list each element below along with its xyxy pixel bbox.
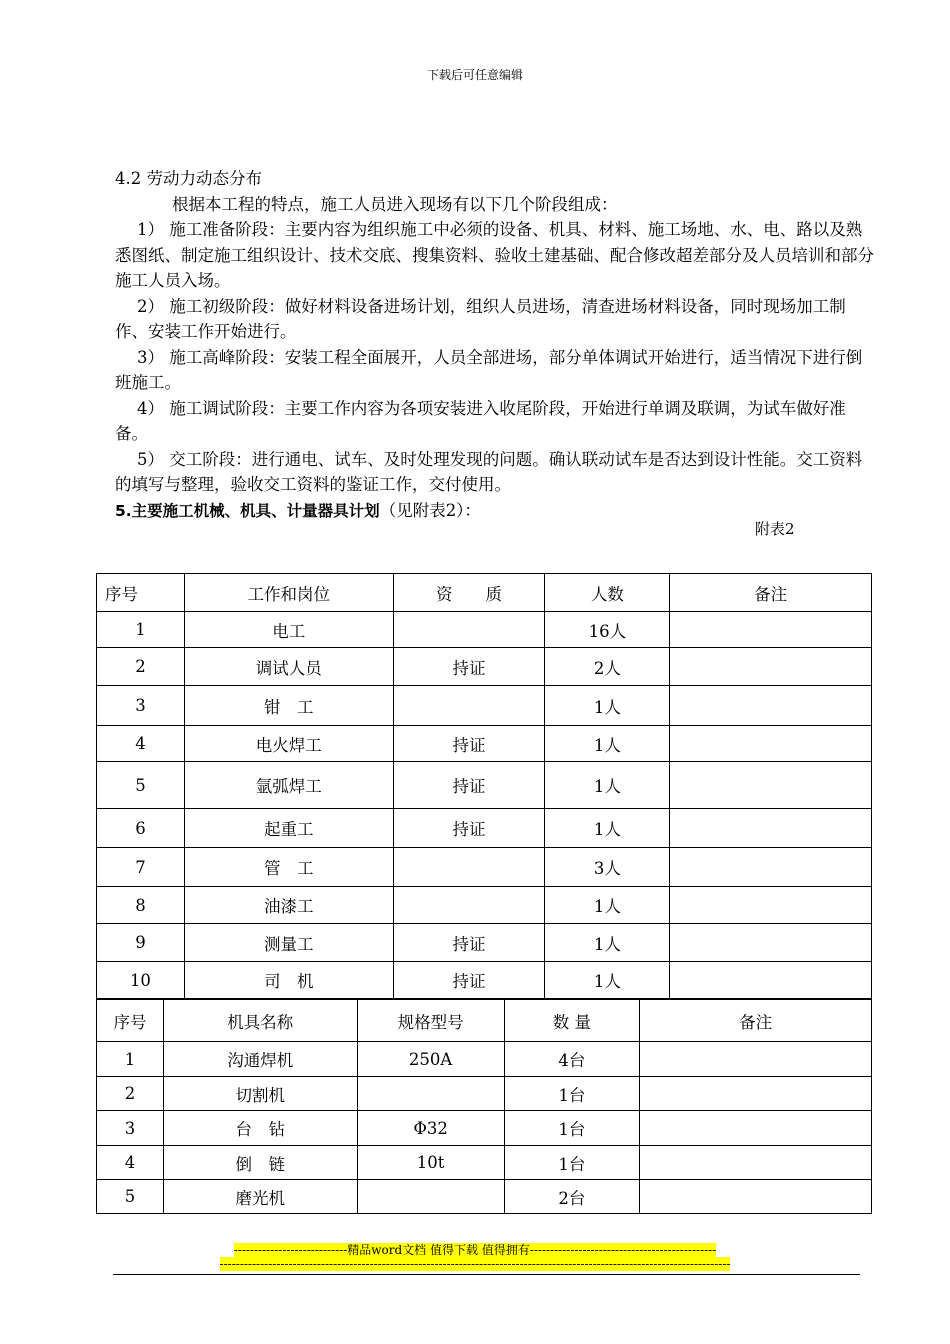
table-row — [97, 1042, 872, 1077]
table-cell: 5 — [97, 1180, 164, 1214]
table-row — [97, 612, 872, 648]
table-cell: 9 — [97, 924, 185, 962]
table-cell: 起重工 — [184, 809, 393, 848]
table-cell — [670, 848, 872, 887]
table-cell: Φ32 — [357, 1111, 504, 1146]
table-cell: 钳 工 — [184, 686, 393, 726]
table-cell — [670, 809, 872, 848]
section-4-2-intro: 根据本工程的特点，施工人员进入现场有以下几个阶段组成： — [172, 194, 618, 214]
table-cell: 5 — [97, 762, 185, 809]
table-cell: 持证 — [393, 726, 545, 762]
table-cell: 持证 — [393, 924, 545, 962]
table-cell: 油漆工 — [184, 887, 393, 924]
table-row — [97, 1077, 872, 1111]
table-cell — [640, 1077, 872, 1111]
table-row — [97, 762, 872, 809]
table-cell: 切割机 — [163, 1077, 357, 1111]
table-cell — [393, 686, 545, 726]
table-cell: 4台 — [504, 1042, 640, 1077]
table-cell — [357, 1180, 504, 1214]
table-cell: 16人 — [545, 612, 670, 648]
table-cell: 沟通焊机 — [163, 1042, 357, 1077]
table-cell: 3 — [97, 1111, 164, 1146]
table-cell: 3人 — [545, 848, 670, 887]
table-cell — [670, 924, 872, 962]
table-cell — [670, 686, 872, 726]
table-cell: 持证 — [393, 762, 545, 809]
table-cell — [670, 887, 872, 924]
table-cell: 管 工 — [184, 848, 393, 887]
footer-highlight-1: ----------------------------精品word文档 值得下载 值得拥有---------------------------------------------- — [233, 1243, 717, 1257]
labor-header-cell: 备注 — [670, 574, 872, 612]
footer-line-2 — [0, 1257, 950, 1271]
table-cell: 司 机 — [184, 962, 393, 999]
table-cell: 1台 — [504, 1077, 640, 1111]
table-cell: 氩弧焊工 — [184, 762, 393, 809]
table-row — [97, 962, 872, 999]
table-cell — [393, 848, 545, 887]
table-row — [97, 726, 872, 762]
table-row — [97, 648, 872, 686]
table-cell — [640, 1180, 872, 1214]
table-cell: 1 — [97, 1042, 164, 1077]
table-cell — [393, 887, 545, 924]
table-cell: 7 — [97, 848, 185, 887]
section-5-heading-bold: 5.主要施工机械、机具、计量器具计划 — [115, 501, 380, 520]
table-cell — [670, 648, 872, 686]
table-row — [97, 809, 872, 848]
table-cell: 2台 — [504, 1180, 640, 1214]
table-cell — [640, 1042, 872, 1077]
table-row — [97, 924, 872, 962]
table-row — [97, 848, 872, 887]
tool-table — [96, 999, 872, 1214]
table-cell: 持证 — [393, 648, 545, 686]
table-cell: 调试人员 — [184, 648, 393, 686]
table-cell: 250A — [357, 1042, 504, 1077]
footer-line-1 — [0, 1241, 950, 1258]
table-cell: 1台 — [504, 1146, 640, 1180]
table-cell: 1人 — [545, 809, 670, 848]
table-row — [97, 1180, 872, 1214]
labor-header-cell: 人数 — [545, 574, 670, 612]
table-cell — [670, 762, 872, 809]
table-cell — [393, 612, 545, 648]
table-cell: 10t — [357, 1146, 504, 1180]
tool-table-header-row — [97, 1000, 872, 1042]
table-cell: 3 — [97, 686, 185, 726]
table-cell: 持证 — [393, 962, 545, 999]
table-cell: 1 — [97, 612, 185, 648]
table-row — [97, 686, 872, 726]
table-cell: 倒 链 — [163, 1146, 357, 1180]
table-cell — [357, 1077, 504, 1111]
table-cell — [670, 726, 872, 762]
table-cell: 6 — [97, 809, 185, 848]
table-cell: 4 — [97, 726, 185, 762]
table-cell — [640, 1111, 872, 1146]
footer-highlight-2: ------------------------------------------------------------------------------------------------------------------------------ — [219, 1257, 731, 1271]
stage-2-paragraph: 2） 施工初级阶段：做好材料设备进场计划，组织人员进场，清查进场材料设备，同时现场加工制作、安装工作开始进行。 — [115, 296, 846, 341]
table-cell: 4 — [97, 1146, 164, 1180]
table-cell: 2 — [97, 648, 185, 686]
stage-3-paragraph: 3） 施工高峰阶段：安装工程全面展开，人员全部进场，部分单体调试开始进行，适当情况下进行倒班施工。 — [115, 347, 863, 392]
table-cell: 电火焊工 — [184, 726, 393, 762]
stage-5-paragraph: 5） 交工阶段：进行通电、试车、及时处理发现的问题。确认联动试车是否达到设计性能。交工资料的填写与整理，验收交工资料的鉴证工作，交付使用。 — [115, 449, 863, 494]
labor-table-header-row — [97, 574, 872, 612]
table-cell: 台 钻 — [163, 1111, 357, 1146]
table-row — [97, 1146, 872, 1180]
table-cell — [640, 1146, 872, 1180]
labor-header-cell: 工作和岗位 — [184, 574, 393, 612]
table-row — [97, 887, 872, 924]
footer-rule — [113, 1274, 860, 1275]
tool-header-cell: 备注 — [640, 1000, 872, 1042]
tool-header-cell: 规格型号 — [357, 1000, 504, 1042]
tool-header-cell: 数 量 — [504, 1000, 640, 1042]
table-cell: 8 — [97, 887, 185, 924]
table-cell: 1台 — [504, 1111, 640, 1146]
page-header-note: 下载后可任意编辑 — [426, 68, 523, 82]
tool-header-cell: 机具名称 — [163, 1000, 357, 1042]
labor-header-cell: 序号 — [97, 574, 185, 612]
tool-header-cell: 序号 — [97, 1000, 164, 1042]
section-5-heading-rest: （见附表2）： — [379, 500, 481, 520]
table-cell: 10 — [97, 962, 185, 999]
table-cell: 1人 — [545, 887, 670, 924]
stage-1-paragraph: 1） 施工准备阶段：主要内容为组织施工中必须的设备、机具、材料、施工场地、水、电、路以及熟悉图纸、制定施工组织设计、技术交底、搜集资料、验收土建基础、配合修改超差部分及人员培训和部分施工人员入场。 — [115, 220, 874, 290]
table-cell: 电工 — [184, 612, 393, 648]
table-cell — [670, 612, 872, 648]
table-cell: 1人 — [545, 762, 670, 809]
table-cell: 1人 — [545, 962, 670, 999]
table-cell: 2 — [97, 1077, 164, 1111]
table-cell: 持证 — [393, 809, 545, 848]
table-cell — [670, 962, 872, 999]
labor-header-cell: 资 质 — [393, 574, 545, 612]
document-body — [115, 166, 875, 524]
section-4-2-heading: 4.2 劳动力动态分布 — [115, 169, 262, 188]
table-cell: 2人 — [545, 648, 670, 686]
table-cell: 1人 — [545, 726, 670, 762]
table-row — [97, 1111, 872, 1146]
appendix-label: 附表2 — [755, 520, 795, 538]
table-cell: 测量工 — [184, 924, 393, 962]
table-cell: 磨光机 — [163, 1180, 357, 1214]
table-cell: 1人 — [545, 924, 670, 962]
stage-4-paragraph: 4） 施工调试阶段：主要工作内容为各项安装进入收尾阶段，开始进行单调及联调，为试车做好准备。 — [115, 398, 846, 443]
table-cell: 1人 — [545, 686, 670, 726]
labor-table — [96, 573, 872, 999]
